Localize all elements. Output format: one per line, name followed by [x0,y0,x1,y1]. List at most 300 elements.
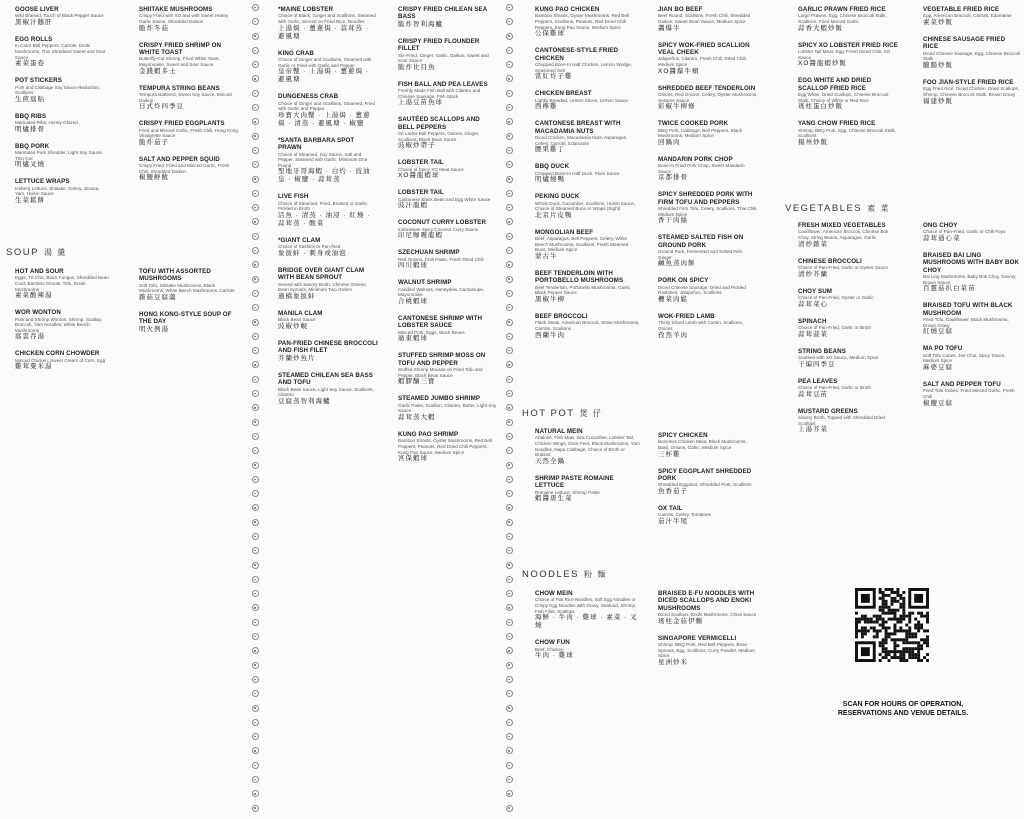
menu-item-desc: Black Bean Sauce [278,317,316,323]
qr-module [902,609,905,612]
menu-item [923,252,1021,293]
menu-item-desc: Choice of Pan-Fried, Oyster or Garlic [798,295,874,300]
qr-module [899,621,902,624]
menu-item [278,372,378,406]
menu-item-desc: In-Color Bell Peppers, Carrots, Enoki Mushrooms, Thin Shredded Sweet and Sour Sauce [15,43,106,60]
menu-item-desc: Butterfly-Cut Shrimp, Fried White Toast, Mayonnaise, Sweet and Sour Sauce [139,56,220,67]
divider-dot [252,247,259,254]
menu-item-desc: Large Prawns, Egg, Chinese Broccoli Stalk, Scallions, Fried Minced Garlic [798,13,887,24]
divider-dot [252,33,259,40]
menu-item-title: CHINESE BROCCOLI [798,257,862,265]
divider-dot [506,462,513,469]
menu-item [798,120,898,147]
divider-dot [506,790,513,797]
qr-module [908,653,911,656]
menu-item-chinese: 豉椒炒帶子 [398,142,436,150]
qr-module [858,629,861,632]
menu-item [923,302,1021,336]
menu-item-desc: Choice of Ginger and Scallions, Steamed, Fried with Garlic and Pepper [278,100,376,112]
qr-module [908,641,911,644]
divider-dot [506,4,513,11]
menu-item [798,258,898,279]
qr-module [882,638,885,641]
divider-dot [252,590,259,597]
menu-item-title: PAN-FRIED CHINESE BROCCOLI AND FISH FILET [278,339,378,355]
menu-item [398,315,498,343]
menu-item [278,237,378,258]
qr-module [902,641,905,644]
divider-dot [506,690,513,697]
menu-item-title: LOBSTER TAIL [398,189,444,197]
menu-item-chinese: 欖菜肉鬆 [658,295,688,303]
menu-item [798,348,898,369]
menu-item-chinese: 豉汁龍蝦 [398,202,428,210]
divider-dot [506,261,513,268]
qr-module [888,632,891,635]
qr-module [893,618,896,621]
menu-item-chinese: 西蘭牛肉 [535,331,565,339]
menu-item-title: YANG CHOW FRIED RICE [798,120,876,128]
menu-item-title: SALT AND PEPPER TOFU [923,381,1001,388]
menu-item-title: KUNG PAO SHRIMP [398,431,459,438]
menu-item-desc: Jalapeños, Cilantro, Fresh Chili, Dried Chili, Medium Spice [658,56,747,67]
menu-item-title: FRESH MIXED VEGETABLES [798,222,886,229]
qr-module [893,641,896,644]
divider-dot [252,490,259,497]
qr-module [908,615,911,618]
menu-item-desc: Thinly Sliced Lamb with Cumin, Scallions, Onions [658,320,744,331]
qr-module [879,609,882,612]
divider-dot [506,147,513,154]
divider-dot [252,805,259,812]
qr-module [899,618,902,621]
menu-item-chinese: 宮保蝦球 [398,455,428,463]
menu-item-title: STRING BEANS [798,347,846,355]
menu-item-chinese: 明火例湯 [139,325,169,333]
menu-item-desc: Freshly Made Fish Ball with Cilantro and Chinese Sausage, Fish Stock [398,88,481,99]
qr-module [899,606,902,609]
qr-module [902,653,905,656]
menu-item-title: BEEF TENDERLOIN WITH PORTOBELLO MUSHROOMS [535,269,624,285]
divider-dot [252,547,259,554]
menu-item-title: SPICY WOK-FRIED SCALLION VEAL CHEEK [658,41,750,56]
menu-item-chinese: 回鍋肉 [658,138,681,146]
divider-dot [506,133,513,140]
divider-dot [252,333,259,340]
divider-dot [252,133,259,140]
qr-module [914,641,917,644]
qr-module [893,612,896,615]
qr-module [885,626,888,629]
qr-module [864,621,867,624]
menu-item-title: PEA LEAVES [798,377,838,385]
menu-item [398,38,498,72]
divider-dot [506,590,513,597]
menu-item-desc: Choice of Flat Rice Noodles, Soft Egg Noodles or Crispy Egg Noodles with Gravy, Seafood, Shrimp, Fish Fillet, Scallops [535,597,637,614]
qr-module [899,650,902,653]
menu-item [535,6,640,38]
qr-module [893,650,896,653]
menu-item [398,159,498,180]
qr-module [926,615,929,618]
divider-dot [506,18,513,25]
menu-item-chinese: 雞茸粟米湯 [15,363,53,371]
menu-column-hot-pot-2 [658,432,758,535]
menu-item-desc: Red Onions, Chili Paste, Fresh Dried Chili [398,256,484,262]
divider-dot [506,190,513,197]
qr-finder [861,594,870,603]
qr-module [902,650,905,653]
menu-item-desc: Marinated Pork Shoulder, Light Soy Sauce, Thin-Cut [15,150,103,161]
section-vegetables [785,203,890,214]
menu-item-title: STEAMED SALTED FISH ON GROUND PORK [658,234,744,249]
divider-dot [506,490,513,497]
qr-module [879,588,882,591]
menu-item-chinese: 脆炸比目魚 [398,63,436,71]
qr-module [905,629,908,632]
menu-item-desc: Pork and Shrimp Wonton, Shrimp, Scallop, Broccoli, Yam Noodles, White Beech Mushrooms [15,316,103,333]
menu-item-title: EGG WHITE AND DRIED SCALLOP FRIED RICE [798,77,872,92]
menu-item-chinese: 福建炒飯 [923,97,953,105]
qr-module [926,629,929,632]
menu-item-chinese: 百靈菇扒白菜苗 [923,285,976,293]
menu-item-title: SPICY SHREDDED PORK WITH FIRM TOFU AND PEPPERS [658,191,753,206]
divider-dot [252,619,259,626]
qr-module [899,659,902,662]
menu-item-title: TOFU WITH ASSORTED MUSHROOMS [139,268,211,283]
divider-dot [252,433,259,440]
divider-dot [506,476,513,483]
qr-module [882,594,885,597]
menu-item-title: SINGAPORE VERMICELLI [658,634,737,642]
divider-dot [252,390,259,397]
qr-module [879,644,882,647]
menu-item [798,42,898,69]
divider-dot [252,462,259,469]
qr-module [896,650,899,653]
qr-module [896,594,899,597]
qr-module [914,635,917,638]
qr-module [911,635,914,638]
qr-module [861,618,864,621]
menu-item-desc: Egg, American Broccoli, Carrots, Edamame [923,13,1012,19]
menu-item [798,77,898,111]
menu-item [658,635,758,667]
menu-item-desc: Bone-In Fried Pork Chop, Sweet Mandarin Sauce [658,163,745,174]
menu-item-title: JIAN BO BEEF [658,6,703,13]
qr-module [899,638,902,641]
qr-module [855,629,858,632]
qr-module [917,647,920,650]
qr-module [888,650,891,653]
qr-module [896,656,899,659]
menu-item-desc: Beef Round, Scallions, Fresh Chili, Shredded Daikon, Sweet Bean Sauce, Medium Spice [658,13,751,24]
divider-dot [506,176,513,183]
qr-module [879,624,882,627]
menu-item-chinese: 牛肉 · 雞球 [535,652,574,660]
menu-item-desc: Black Bean Sauce, Light Soy Sauce, Scallions, Cilantro [278,386,374,398]
divider-dot [506,705,513,712]
menu-item-chinese: 皇帝蟹 · 上湯焗 · 薑蔥焗 · 避風塘 [278,68,370,84]
section-hot-pot-zh: 煲 仔 [579,409,603,418]
section-noodles-en: NOODLES [522,569,579,580]
qr-module [905,647,908,650]
menu-item-desc: Choice of Sashimi or Pan-fried [278,244,341,250]
divider-dot [252,261,259,268]
qr-module [891,612,894,615]
divider-dot [252,204,259,211]
menu-item-desc: Fried Tofu Cubes, Fried Minced Garlic, Fresh Chili [923,388,1015,399]
menu-item-title: CHICKEN CORN CHOWDER [15,350,100,358]
divider-dot [506,747,513,754]
menu-item-desc: Shredded Eggplant, Shredded Pork, Scallions [658,482,752,488]
menu-item-chinese: 當紅炸子雞 [535,73,573,81]
divider-dots-2 [505,4,513,819]
menu-item-desc: Bamboo Shoots, Oyster Mushrooms, Red Bell Peppers, Peanuts, Red Dried Chili Peppers, Kung Pao Sauce, Medium Spice [398,438,492,455]
menu-item [535,639,640,660]
qr-module [896,629,899,632]
qr-module [885,650,888,653]
menu-item-desc: Soft Tofu, Shiitake Mushrooms, Black Mushrooms, White Beech Mushrooms, Carrots [139,282,235,294]
qr-module [914,626,917,629]
qr-module [908,621,911,624]
qr-module [888,594,891,597]
menu-item-desc: Egg White, Dried Scallops, Chinese Broccoli Stalk, Choice of White or Red Rice [798,92,889,103]
qr-module [855,618,858,621]
qr-module [882,647,885,650]
qr-module [882,606,885,609]
menu-item [798,318,898,339]
menu-column-appetizers [15,6,110,214]
menu-column-vegetables [798,222,898,443]
qr-module [885,638,888,641]
qr-module [879,618,882,621]
qr-module [873,615,876,618]
menu-item-title: CHICKEN BREAST [535,90,592,98]
menu-item-chinese: 日式炸四季豆 [139,103,184,111]
divider-dot [506,161,513,168]
qr-module [920,659,923,662]
section-soup [6,247,67,258]
qr-module [899,626,902,629]
divider-dot [252,361,259,368]
qr-module [926,653,929,656]
menu-item [15,178,110,205]
menu-item-title: NATURAL MEIN [535,428,583,435]
menu-item [398,395,498,422]
menu-item-chinese: 過橋象拔蚌 [278,292,316,300]
menu-item-chinese: 清炒芥蘭 [798,270,828,278]
qr-module [891,650,894,653]
menu-item-desc: Choice of Black, Ginger and Scallions, Steamed with Garlic, Served on Fried Rice, Noodles [278,13,376,24]
menu-item-chinese: 珍寶大肉蟹 · 上湯焗 · 薑蔥焗 · 清蒸 · 避風塘 · 椒鹽 [278,111,371,127]
qr-module [885,632,888,635]
divider-dot [252,176,259,183]
menu-item-chinese: 麻婆豆腐 [923,364,953,371]
menu-item-title: CRISPY FRIED EGGPLANTS [139,120,225,128]
menu-item-chinese: 脆炸智利海鱸 [398,20,443,28]
menu-item-title: SHRIMP PASTE ROMAINE LETTUCE [535,474,614,490]
qr-module [917,641,920,644]
divider-dot [252,304,259,311]
qr-module [914,647,917,650]
menu-item-chinese: 上湯芥菜 [798,426,828,434]
qr-module [926,659,929,662]
qr-code[interactable] [855,588,929,662]
menu-item-title: *MAINE LOBSTER [278,6,334,13]
qr-module [891,588,894,591]
qr-module [888,653,891,656]
qr-module [896,644,899,647]
qr-module [882,618,885,621]
qr-module [861,626,864,629]
qr-module [896,638,899,641]
menu-item-chinese: 瑤柱蛋白炒飯 [798,103,843,111]
menu-item-chinese: 瑤柱金菇伊麵 [658,617,703,625]
menu-item-chinese: 蒙古牛 [535,252,558,260]
qr-module [891,656,894,659]
divider-dot [506,47,513,54]
qr-module [902,606,905,609]
qr-module [885,653,888,656]
qr-module [885,600,888,603]
menu-item-desc: Crispy Fried with XO and with Sweet Honey Garlic Sauce, Shredded Daikon [139,13,229,24]
qr-module [873,621,876,624]
qr-module [917,644,920,647]
qr-module [891,632,894,635]
menu-column-vegetables-2 [923,222,1021,417]
menu-item-title: DUNGENESS CRAB [278,93,339,101]
qr-module [905,632,908,635]
qr-module [926,621,929,624]
menu-item-title: BRAISED TOFU WITH BLACK MUSHROOM [923,302,1013,317]
menu-item [139,311,239,334]
divider-dot [506,633,513,640]
menu-item-chinese: XO醬爆牛頰 [658,67,700,75]
menu-item-desc: Romaine Lettuce, Shrimp Paste [535,489,600,495]
divider-dot [506,90,513,97]
qr-module [914,632,917,635]
divider-dot [252,776,259,783]
qr-module [920,615,923,618]
menu-item-desc: Shrimp, BBQ Pork, Egg, Chinese Broccoli Stalk, Scallions [798,127,897,139]
menu-item-title: CRISPY FRIED SHRIMP ON WHITE TOAST [139,41,222,56]
menu-item [139,156,239,183]
qr-module [920,626,923,629]
menu-item-chinese: 醬爆牛 [658,24,681,32]
divider-dot [252,705,259,712]
menu-column-noodles [535,590,640,669]
qr-module [914,653,917,656]
menu-item [535,193,640,220]
qr-module [920,647,923,650]
qr-module [867,621,870,624]
menu-item-title: HOT AND SOUR [15,268,64,275]
menu-item [15,309,110,341]
menu-item-desc: Garlic Paste, Scallion, Cilantro, Butter, Light Soy Sauce [398,402,497,414]
menu-item [278,50,378,85]
menu-item-chinese: 京都排骨 [658,174,688,182]
menu-item-title: STEAMED JUMBO SHRIMP [398,395,481,403]
menu-item-title: WOR WONTON [15,309,61,317]
menu-item [278,267,378,301]
menu-item-chinese: 蒜香大蝦炒飯 [798,24,843,32]
menu-item [278,137,378,185]
divider-dot [252,147,259,154]
menu-item-desc: Cauliflower, American Broccoli, Chinese Bok Choy, String Beans, Asparagus, Garlic [798,229,889,240]
qr-module [908,650,911,653]
menu-item [535,475,640,503]
menu-item-title: SAUTÉED SCALLOPS AND BELL PEPPERS [398,116,480,131]
menu-item-title: LIVE FISH [278,193,309,201]
menu-item-desc: Pork and Cabbage Soy Sauce Reduction, Scallions [15,84,101,96]
menu-item-chinese: 生菜鬆餅 [15,196,45,204]
menu-item [15,143,110,170]
menu-item-chinese: 黑椒汁鵝肝 [15,19,53,26]
qr-module [902,659,905,662]
menu-item-title: MA PO TOFU [923,345,963,353]
menu-item [535,120,640,154]
qr-module [917,612,920,615]
qr-module [896,600,899,603]
menu-item-desc: Beef Tenderloin, Portobello Mushrooms, Garlic, Black Pepper Sauce [535,284,632,296]
qr-module [911,632,914,635]
qr-module [876,632,879,635]
divider-dot [252,90,259,97]
qr-module [864,629,867,632]
qr-module [891,638,894,641]
menu-item-title: SPICY CHICKEN [658,432,708,439]
menu-item-title: BBQ PORK [15,142,50,150]
qr-module [882,624,885,627]
qr-module [864,632,867,635]
menu-item [658,468,758,496]
menu-item-chinese: 臘腸炒飯 [923,62,953,69]
section-soup-zh: 湯 羹 [43,248,67,257]
menu-item-title: FISH BALL AND PEA LEAVES [398,80,488,88]
qr-module [923,629,926,632]
divider-dot [506,447,513,454]
qr-module [902,647,905,650]
menu-item-desc: Wild Braised, Touch of Black Pepper Sauce [15,13,104,19]
menu-item-title: PEKING DUCK [535,193,580,201]
menu-item-desc: Iceberg Lettuce, Shiitake, Celery, Jicama, Yam, Hoisin Sauce [15,185,100,197]
menu-item-desc: Diced Chinese Sausage, Egg, Chinese Broccoli Stalk [923,50,1021,62]
qr-module [864,615,867,618]
qr-module [917,621,920,624]
qr-module [902,603,905,606]
menu-item [139,120,239,147]
menu-item-title: CRISPY FRIED CHILEAN SEA BASS [398,6,488,21]
menu-item [278,193,378,228]
qr-module [899,597,902,600]
menu-item-desc: Egg Fried Rice, Diced Chicken, Dried Scallops, Shrimp, Chinese Broccoli Stalk, Brown Gravy [923,86,1019,97]
qr-module [879,653,882,656]
menu-item [398,6,498,29]
menu-item [535,428,640,466]
qr-module [882,597,885,600]
menu-item-desc: Choice of Steamed, Soy Sauce, Salt and Pepper, Steamed with Garlic, Minimum One Pound [278,151,368,168]
menu-item [398,279,498,306]
qr-module [888,659,891,662]
qr-module [855,626,858,629]
menu-item-desc: Minced Pork, Eggs, Black Beans [398,329,465,335]
menu-item-chinese: XO醬龍蝦球 [398,172,440,180]
menu-item [139,268,239,302]
qr-module [899,594,902,597]
menu-item-chinese: 椒鹽豆腐 [923,399,953,407]
qr-module [882,591,885,594]
